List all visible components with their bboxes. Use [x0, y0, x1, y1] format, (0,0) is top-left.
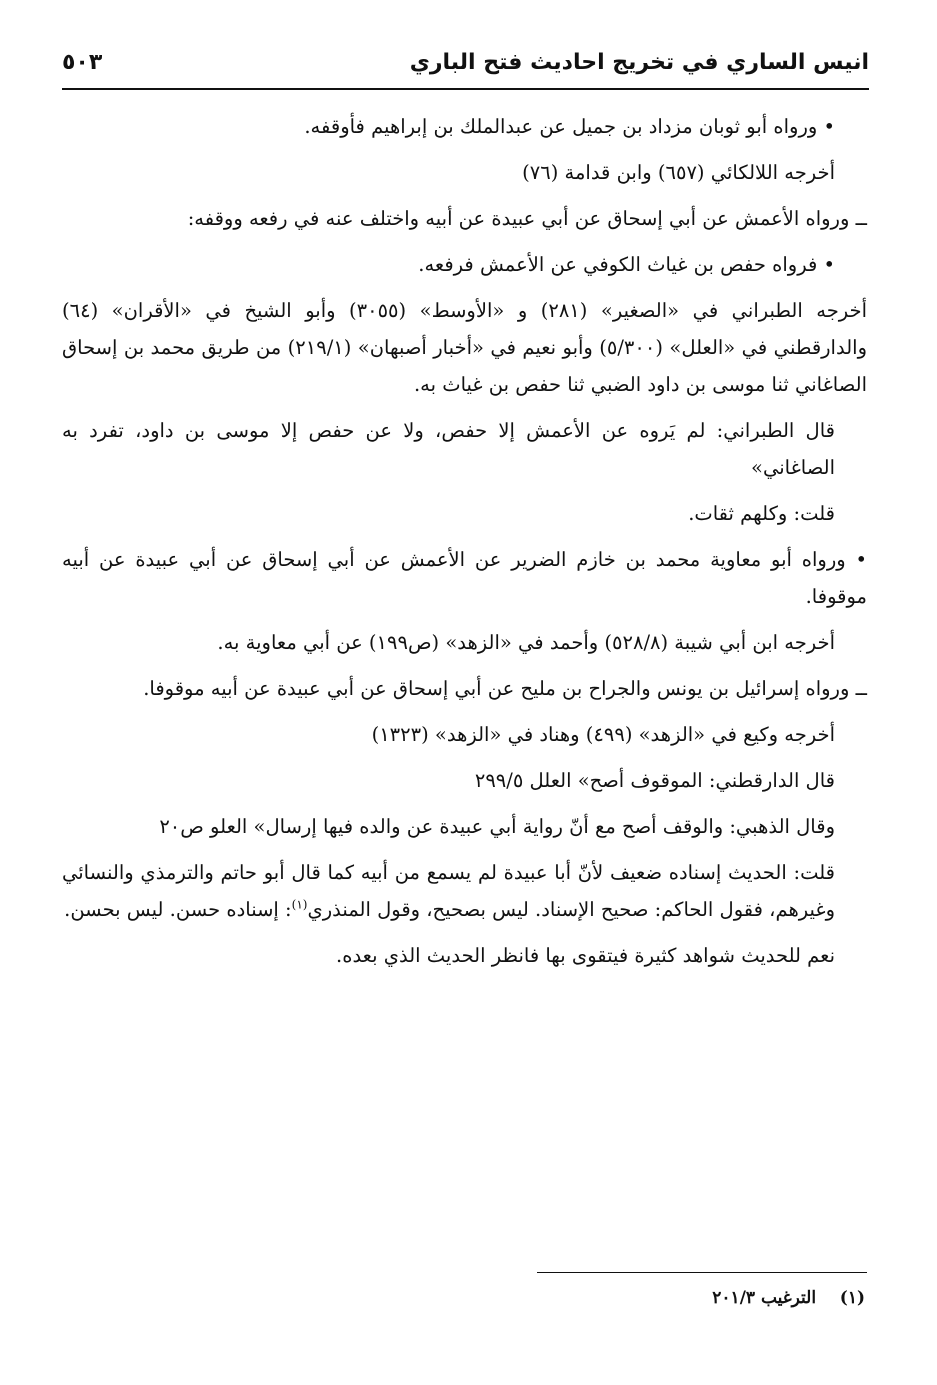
closing-paragraph: نعم للحديث شواهد كثيرة فيتقوى بها فانظر الحديث الذي بعده.: [336, 944, 835, 967]
paragraph: قلت: وكلهم ثقات.: [688, 502, 835, 525]
paragraph: قال الدارقطني: الموقوف أصح» العلل ٢٩٩/٥: [474, 769, 835, 792]
paragraph: أخرجه الطبراني في «الصغير» (٢٨١) و «الأوسط» (٣٠٥٥) وأبو الشيخ في «الأقران» (٦٤) والدارقطني في «العلل» (٥/٣٠٠) وأبو نعيم في «أخبار أصبهان» (٢١٩/١) من طريق محمد بن إسحاق الصاغاني ثنا موسى بن داود الضبي ثنا حفص بن غياث به.: [62, 299, 867, 396]
paragraph: • ورواه أبو معاوية محمد بن خازم الضرير عن الأعمش عن أبي إسحاق عن أبي عبيدة عن أبيه موقوفا.: [62, 548, 867, 608]
page-number: ٥٠٣: [62, 50, 103, 75]
paragraph: • فرواه حفص بن غياث الكوفي عن الأعمش فرفعه.: [418, 253, 835, 276]
paragraph: وقال الذهبي: والوقف أصح مع أنّ رواية أبي عبيدة عن والده فيها إرسال» العلو ص٢٠: [159, 815, 835, 838]
conclusion-text-end: : إسناده حسن. ليس بحسن.: [64, 898, 292, 921]
conclusion-paragraph: [62, 854, 867, 928]
paragraph: أخرجه ابن أبي شيبة (٥٢٨/٨) وأحمد في «الزهد» (ص١٩٩) عن أبي معاوية به.: [217, 631, 835, 654]
paragraph: ــ ورواه إسرائيل بن يونس والجراح بن مليح عن أبي إسحاق عن أبي عبيدة عن أبيه موقوفا.: [143, 677, 867, 700]
running-header: [62, 44, 869, 90]
paragraph: قال الطبراني: لم يَروه عن الأعمش إلا حفص، ولا عن حفص إلا موسى بن داود، تفرد به الصاغاني»: [62, 419, 835, 479]
book-title: انيس الساري في تخريج احاديث فتح الباري: [409, 50, 869, 75]
footnote-marker: (١): [839, 1288, 865, 1308]
paragraph: • ورواه أبو ثوبان مزداد بن جميل عن عبدالملك بن إبراهيم فأوقفه.: [304, 115, 835, 138]
header-divider: [62, 88, 869, 90]
footnote-reference[interactable]: (١): [291, 897, 308, 912]
conclusion-text: قلت: الحديث إسناده ضعيف لأنّ أبا عبيدة لم يسمع من أبيه كما قال أبو حاتم والترمذي والنسائي وغيرهم، فقول الحاكم: صحيح الإسناد. ليس بصحيح، وقول المنذري: [62, 861, 835, 921]
page-body: [62, 108, 867, 983]
footnote-divider: [537, 1272, 867, 1273]
footnote-text: الترغيب ٢٠١/٣: [712, 1288, 817, 1308]
paragraph: أخرجه اللالكائي (٦٥٧) وابن قدامة (٧٦): [522, 161, 835, 184]
paragraph: أخرجه وكيع في «الزهد» (٤٩٩) وهناد في «الزهد» (١٣٢٣): [371, 723, 835, 746]
paragraph: ــ ورواه الأعمش عن أبي إسحاق عن أبي عبيدة عن أبيه واختلف عنه في رفعه ووقفه:: [187, 207, 867, 230]
footnote: [712, 1288, 865, 1308]
